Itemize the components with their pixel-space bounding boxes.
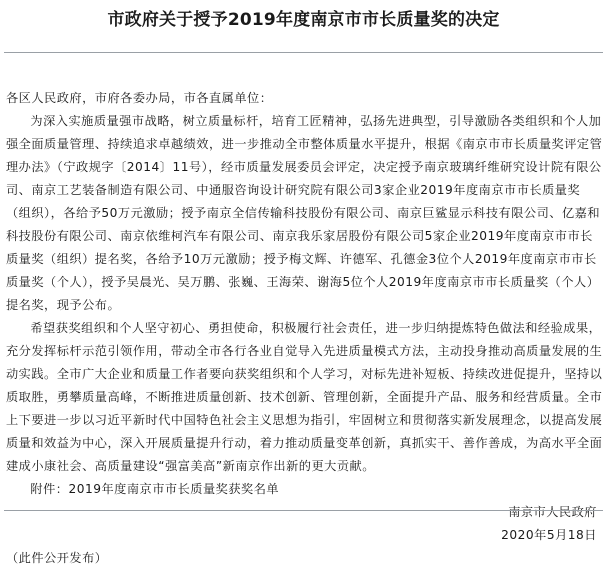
paragraph-expectations: 希望获奖组织和个人坚守初心、勇担使命，积极履行社会责任，进一步归纳提炼特色做法和经验成果，充分发挥标杆示范引领作用，带动全市各行各业自觉导入先进质量模式方法，主动投身推动高质量发展的生动实践。全市广大企业和质量工作者要向获奖组织和个人学习，对标先进补短板、持续改进促提升，坚持以质取胜，勇攀质量高峰，不断推进质量创新、技术创新、管理创新，全面提升产品、服务和经营质量。全市上下要进一步以习近平新时代中国特色社会主义思想为指引，牢固树立和贯彻落实新发展理念，以提高发展质量和效益为中心，深入开展质量提升行动，着力推动质量变革创新，真抓实干、善作善成，为高水平全面建成小康社会、高质量建设“强富美高”新南京作出新的更大贡献。 <box>6 321 603 473</box>
issue-date: 2020年5月18日 <box>501 528 597 542</box>
salutation: 各区人民政府，市府各委办局，市各直属单位： <box>6 91 273 105</box>
paragraph-decision: 为深入实施质量强市战略，树立质量标杆，培育工匠精神，弘扬先进典型，引导激励各类组织和个人加强全面质量管理、持续追求卓越绩效，进一步推动全市整体质量水平提升，根据《南京市市长质量奖评定管理办法》（宁政规字〔2014〕11号），经市质量发展委员会评定，决定授予南京玻璃纤维研究设计院有限公司、南京工艺装备制造有限公司、中通服咨询设计研究院有限公司3家企业2019年度南京市市长质量奖（组织），各给予50万元激励；授予南京全信传输科技股份有限公司、南京巨鲨显示科技有限公司、亿嘉和科技股份有限公司、南京依维柯汽车有限公司、南京我乐家居股份有限公司5家企业2019年度南京市市长质量奖（组织）提名奖，各给予10万元激励；授予梅文辉、许德军、孔德金3位个人2019年度南京市市长质量奖（个人），授予吴晨光、吴万鹏、张巍、王海荣、谢海5位个人2019年度南京市市长质量奖（个人）提名奖，现予公布。 <box>6 114 603 312</box>
title-divider <box>4 52 603 53</box>
issuer-signature: 南京市人民政府 <box>508 505 597 519</box>
document-title: 市政府关于授予2019年度南京市市长质量奖的决定 <box>107 10 500 30</box>
document-body <box>6 87 603 570</box>
publication-note: （此件公开发布） <box>6 551 108 565</box>
bottom-divider <box>4 510 603 511</box>
attachment-line: 附件：2019年度南京市市长质量奖获奖名单 <box>30 482 280 496</box>
